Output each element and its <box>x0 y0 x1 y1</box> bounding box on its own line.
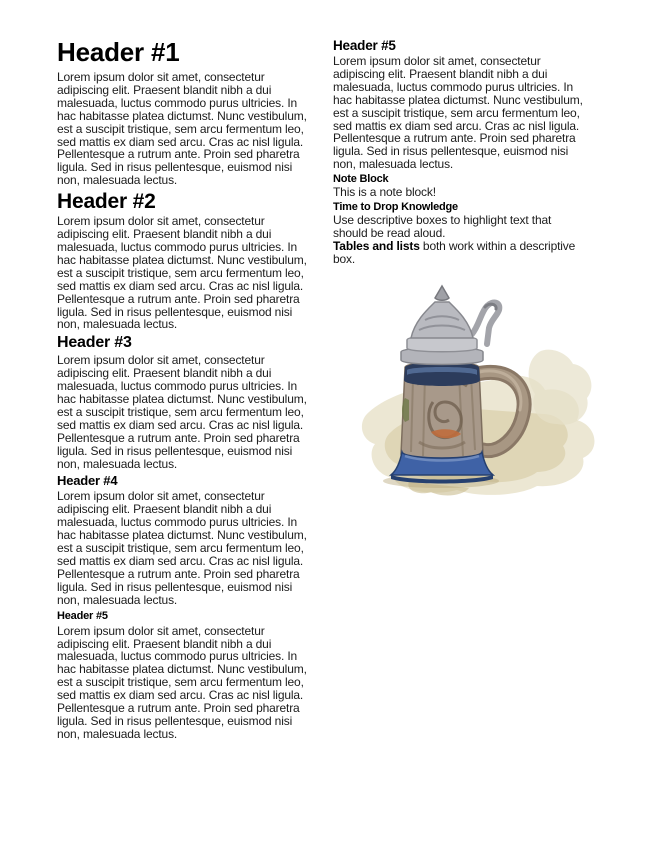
beer-stein-icon <box>339 282 607 502</box>
heading-level-3: Header #3 <box>57 334 132 352</box>
heading-level-1: Header #1 <box>57 37 180 67</box>
paragraph: Lorem ipsum dolor sit amet, consectetur adipiscing elit. Praesent blandit nibh a dui malesuada, luctus commodo purus ultricies. In hac habitasse platea dictumst. Nunc vestibulum, est a suscipit tristique, sem arcu fermentum leo, sed mattis ex diam sed arcu. Cras ac nisl ligula. Pellentesque a rutrum ante. Proin sed pharetra ligula. Sed in risus pellentesque, euismod nisi non, malesuada lectus. <box>57 623 307 741</box>
tables-note-rest: both work within a descriptive box. <box>333 238 576 266</box>
beer-stein-illustration <box>339 282 607 502</box>
note-block-text: This is a note block! <box>333 185 436 200</box>
paragraph: Lorem ipsum dolor sit amet, consectetur adipiscing elit. Praesent blandit nibh a dui malesuada, luctus commodo purus ultricies. In hac habitasse platea dictumst. Nunc vestibulum, est a suscipit tristique, sem arcu fermentum leo, sed mattis ex diam sed arcu. Cras ac nisl ligula. Pellentesque a rutrum ante. Proin sed pharetra ligula. Sed in risus pellentesque, euismod nisi non, malesuada lectus. <box>57 214 307 332</box>
knowledge-block-label: Time to Drop Knowledge <box>333 201 458 214</box>
left-column <box>57 38 310 844</box>
paragraph: Lorem ipsum dolor sit amet, consectetur adipiscing elit. Praesent blandit nibh a dui malesuada, luctus commodo purus ultricies. In hac habitasse platea dictumst. Nunc vestibulum, est a suscipit tristique, sem arcu fermentum leo, sed mattis ex diam sed arcu. Cras ac nisl ligula. Pellentesque a rutrum ante. Proin sed pharetra ligula. Sed in risus pellentesque, euismod nisi non, malesuada lectus. <box>333 54 583 172</box>
tables-note-bold-lead: Tables and lists <box>333 238 420 253</box>
knowledge-block-text: Use descriptive boxes to highlight text that should be read aloud. <box>333 213 552 240</box>
note-block-label: Note Block <box>333 173 389 186</box>
paragraph: Lorem ipsum dolor sit amet, consectetur adipiscing elit. Praesent blandit nibh a dui malesuada, luctus commodo purus ultricies. In hac habitasse platea dictumst. Nunc vestibulum, est a suscipit tristique, sem arcu fermentum leo, sed mattis ex diam sed arcu. Cras ac nisl ligula. Pellentesque a rutrum ante. Proin sed pharetra ligula. Sed in risus pellentesque, euismod nisi non, malesuada lectus. <box>57 70 307 188</box>
paragraph: Lorem ipsum dolor sit amet, consectetur adipiscing elit. Praesent blandit nibh a dui malesuada, luctus commodo purus ultricies. In hac habitasse platea dictumst. Nunc vestibulum, est a suscipit tristique, sem arcu fermentum leo, sed mattis ex diam sed arcu. Cras ac nisl ligula. Pellentesque a rutrum ante. Proin sed pharetra ligula. Sed in risus pellentesque, euismod nisi non, malesuada lectus. <box>57 489 307 607</box>
heading-level-2: Header #2 <box>57 190 156 214</box>
right-column <box>333 38 586 844</box>
heading-level-5: Header #5 <box>333 38 396 53</box>
paragraph: Lorem ipsum dolor sit amet, consectetur adipiscing elit. Praesent blandit nibh a dui malesuada, luctus commodo purus ultricies. In hac habitasse platea dictumst. Nunc vestibulum, est a suscipit tristique, sem arcu fermentum leo, sed mattis ex diam sed arcu. Cras ac nisl ligula. Pellentesque a rutrum ante. Proin sed pharetra ligula. Sed in risus pellentesque, euismod nisi non, malesuada lectus. <box>57 353 307 471</box>
heading-level-5: Header #5 <box>57 609 108 622</box>
tables-note <box>333 240 586 266</box>
heading-level-4: Header #4 <box>57 473 118 489</box>
